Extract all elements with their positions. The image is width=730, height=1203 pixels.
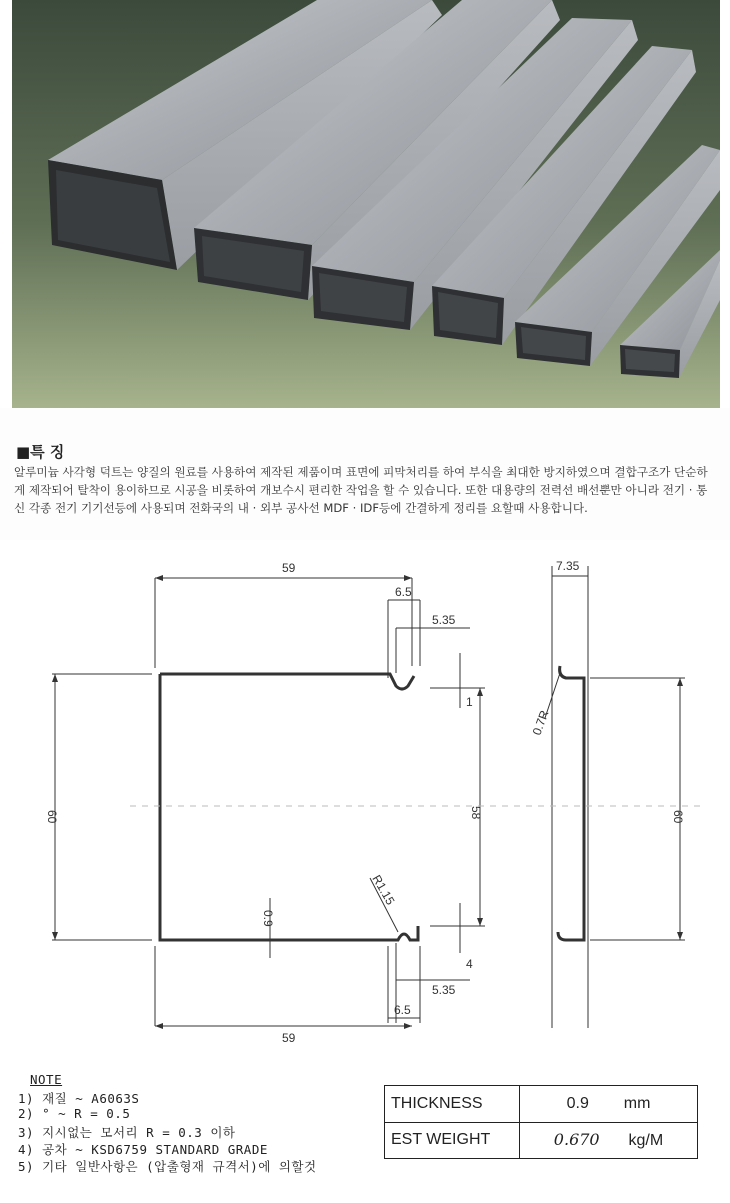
product-photo: [12, 0, 720, 408]
spec-row-thickness: [385, 1086, 698, 1123]
note-line: 1) 재질 ~ A6063S: [18, 1091, 140, 1106]
feature-title: ■특 징: [16, 443, 65, 461]
dim-bottom-width: 59: [282, 1031, 296, 1045]
thickness-unit: mm: [623, 1094, 651, 1112]
feature-description: 알루미늄 사각형 덕트는 양질의 원료를 사용하여 제작된 제품이며 표면에 피막처리를 하여 부식을 최대한 방지하였으며 결합구조가 단순하게 제작되어 탈착이 용이하므로 시공을 비롯하여 개보수시 편리한 작업을 할 수 있습니다. 또한 대용량의 전력선 배선뿐만 아니라 전기 · 통신 각종 전기 기기선등에 사용되며 전화국의 내 · 외부 공사선 MDF · IDF등에 간결하게 정리를 요할때 사용합니다.: [14, 465, 708, 515]
dim-side-height: 60: [671, 810, 685, 824]
dim-inner-height: 58: [469, 806, 483, 820]
thickness-value-cell: [520, 1086, 698, 1123]
dim-small-2: 4: [466, 957, 473, 971]
technical-drawing: [0, 548, 730, 1058]
dim-top-width: 59: [282, 561, 296, 575]
dim-small-1: 1: [466, 695, 473, 709]
dim-bottom-gap: 5.35: [432, 983, 456, 997]
duct-cross-section-drawing: [0, 548, 730, 1058]
dim-bottom-lip: 6.5: [394, 1003, 411, 1017]
weight-value-cell: [520, 1122, 698, 1159]
note-line: 3) 지시없는 모서리 R = 0.3 이하: [18, 1125, 236, 1140]
spec-table: [384, 1085, 698, 1159]
weight-unit: kg/M: [628, 1132, 664, 1150]
thickness-value: 0.9: [566, 1094, 589, 1112]
dim-thickness: 0.9: [261, 910, 275, 927]
dim-side-depth: 7.35: [556, 559, 580, 573]
dim-side-radius: 0.7R: [529, 708, 552, 738]
dim-radius: R1.15: [369, 872, 398, 908]
note-line: 4) 공차 ~ KSD6759 STANDARD GRADE: [18, 1142, 268, 1157]
thickness-label: THICKNESS: [385, 1086, 520, 1123]
notes-title: NOTE: [30, 1072, 63, 1087]
notes-block: [18, 1072, 388, 1174]
dim-top-gap: 5.35: [432, 613, 456, 627]
dim-left-height: 60: [45, 810, 59, 824]
duct-photo-illustration: [12, 0, 720, 408]
note-line: 5) 기타 일반사항은 (압출형재 규격서)에 의할것: [18, 1159, 317, 1174]
note-line: 2) ° ~ R = 0.5: [18, 1106, 131, 1121]
dim-top-lip: 6.5: [395, 585, 412, 599]
weight-label: EST WEIGHT: [385, 1122, 520, 1159]
spec-row-weight: [385, 1122, 698, 1159]
weight-value: 0.670: [553, 1130, 600, 1150]
